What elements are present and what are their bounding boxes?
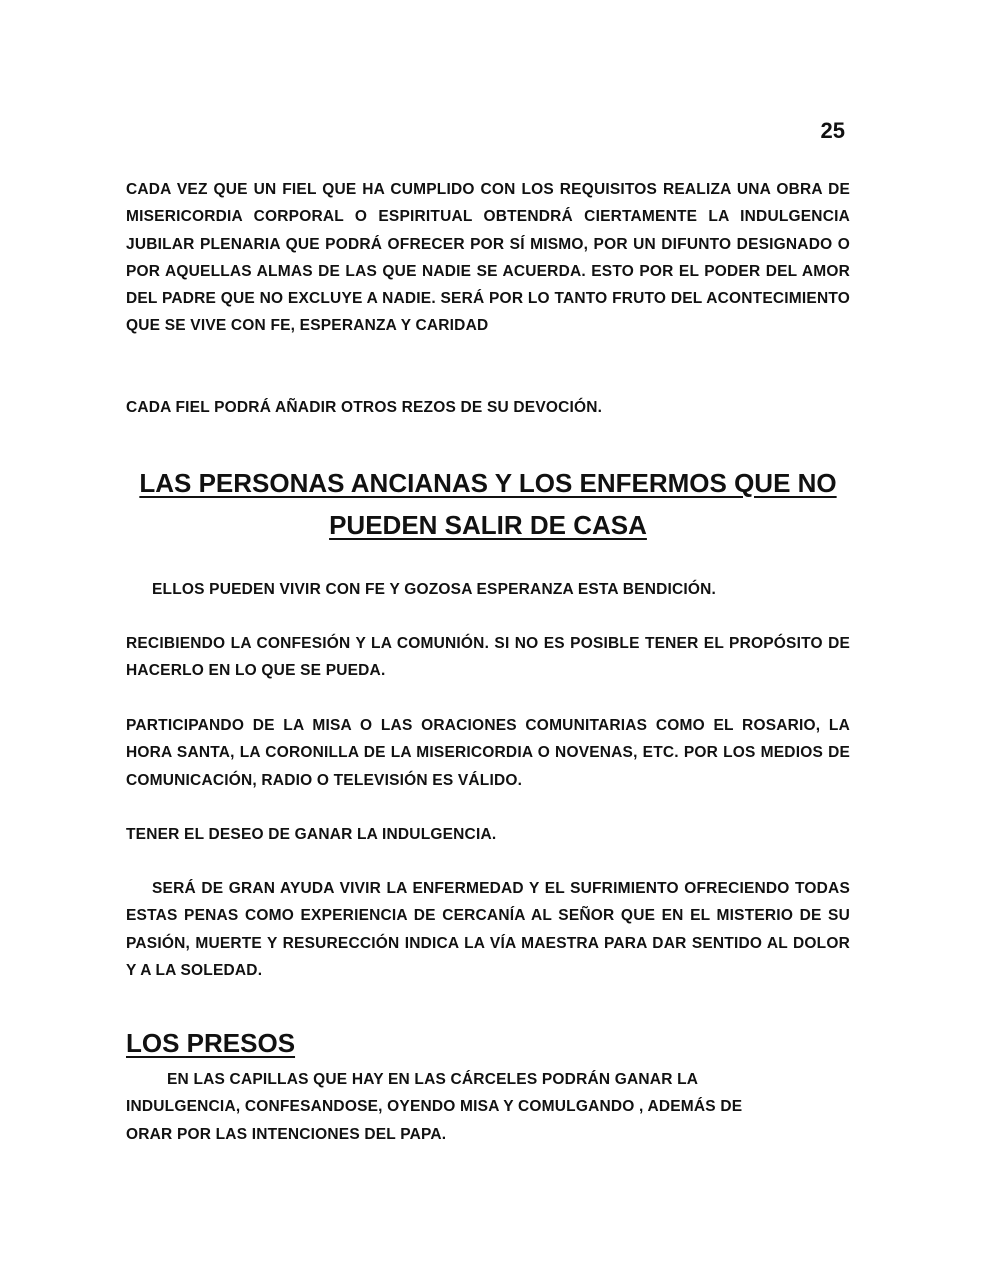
paragraph-confession: RECIBIENDO LA CONFESIÓN Y LA COMUNIÓN. SI NO ES POSIBLE TENER EL PROPÓSITO DE HACERLO EN LO QUE SE PUEDA. xyxy=(126,635,850,680)
section-heading-elderly-line2: PUEDEN SALIR DE CASA xyxy=(329,510,647,540)
prisoners-line-2: INDULGENCIA, CONFESANDOSE, OYENDO MISA Y COMULGANDO , ADEMÁS DE xyxy=(126,1098,743,1116)
page-number: 25 xyxy=(820,118,845,143)
prisoners-line-1: EN LAS CAPILLAS QUE HAY EN LAS CÁRCELES PODRÁN GANAR LA xyxy=(167,1071,699,1088)
prisoners-line-3: ORAR POR LAS INTENCIONES DEL PAPA. xyxy=(126,1125,447,1143)
section-heading-elderly xyxy=(126,462,850,546)
section-heading-elderly-line1: LAS PERSONAS ANCIANAS Y LOS ENFERMOS QUE NO xyxy=(139,468,837,498)
paragraph-help: SERÁ DE GRAN AYUDA VIVIR LA ENFERMEDAD Y EL SUFRIMIENTO OFRECIENDO TODAS ESTAS PENAS COMO EXPERIENCIA DE CERCANÍA AL SEÑOR QUE EN EL MISTERIO DE SU PASIÓN, MUERTE Y RESURECCIÓN INDICA LA VÍA MAESTRA PARA DAR SENTIDO AL DOLOR Y A LA SOLEDAD. xyxy=(126,880,850,979)
paragraph-elderly-intro: ELLOS PUEDEN VIVIR CON FE Y GOZOSA ESPERANZA ESTA BENDICIÓN. xyxy=(152,581,717,598)
paragraph-works-of-mercy: CADA VEZ QUE UN FIEL QUE HA CUMPLIDO CON LOS REQUISITOS REALIZA UNA OBRA DE MISERICORDIA CORPORAL O ESPIRITUAL OBTENDRÁ CIERTAMENTE LA INDULGENCIA JUBILAR PLENARIA QUE PODRÁ OFRECER POR SÍ MISMO, POR UN DIFUNTO DESIGNADO O POR AQUELLAS ALMAS DE LAS QUE NADIE SE ACUERDA. ESTO POR EL PODER DEL AMOR DEL PADRE QUE NO EXCLUYE A NADIE. SERÁ POR LO TANTO FRUTO DEL ACONTECIMIENTO QUE SE VIVE CON FE, ESPERANZA Y CARIDAD xyxy=(126,181,850,335)
paragraph-other-prayers: CADA FIEL PODRÁ AÑADIR OTROS REZOS DE SU DEVOCIÓN. xyxy=(126,399,603,416)
paragraph-desire: TENER EL DESEO DE GANAR LA INDULGENCIA. xyxy=(126,826,497,843)
paragraph-mass: PARTICIPANDO DE LA MISA O LAS ORACIONES COMUNITARIAS COMO EL ROSARIO, LA HORA SANTA, LA CORONILLA DE LA MISERICORDIA O NOVENAS, ETC. POR LOS MEDIOS DE COMUNICACIÓN, RADIO O TELEVISIÓN ES VÁLIDO. xyxy=(126,717,850,789)
paragraph-prisoners xyxy=(126,1066,826,1148)
section-heading-prisoners: LOS PRESOS xyxy=(126,1028,296,1058)
